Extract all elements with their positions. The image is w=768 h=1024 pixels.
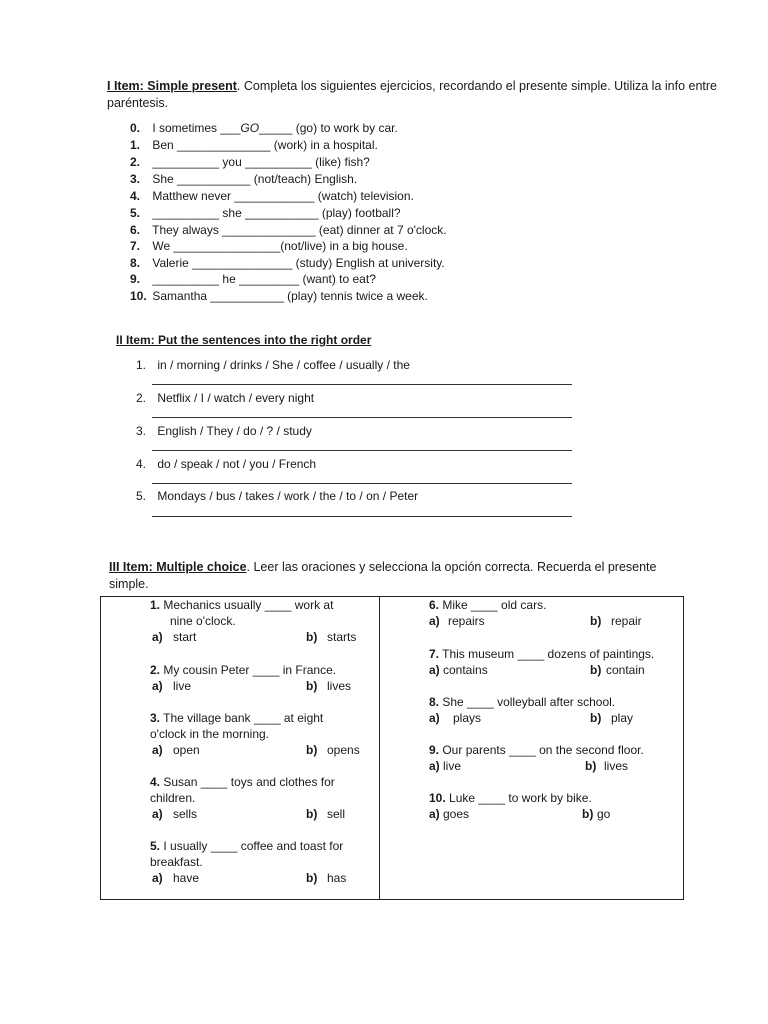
option-a[interactable] xyxy=(152,679,191,693)
list-item xyxy=(130,155,370,169)
option-label: a) xyxy=(429,663,440,677)
item-number: 9. xyxy=(130,272,141,286)
question-line: The village bank ____ at eight xyxy=(160,711,324,725)
section3-intro xyxy=(109,560,656,574)
option-b[interactable] xyxy=(306,679,351,693)
list-item xyxy=(130,272,376,286)
list-item xyxy=(130,256,445,270)
section1-intro xyxy=(107,79,717,93)
option-b[interactable] xyxy=(306,807,345,821)
item-number: 10. xyxy=(130,289,147,303)
list-item xyxy=(130,206,401,220)
list-item xyxy=(130,172,357,186)
question-text-line2: o'clock in the morning. xyxy=(150,727,270,741)
item-number: 3. xyxy=(136,424,147,438)
item-text: Ben ______________ (work) in a hospital. xyxy=(152,138,378,152)
option-text: goes xyxy=(443,807,470,821)
option-b[interactable] xyxy=(306,630,356,644)
option-label: b) xyxy=(306,743,318,757)
question-number: 9. xyxy=(429,743,440,757)
answer-line xyxy=(152,417,572,418)
question-line: Mechanics usually ____ work at xyxy=(160,598,334,612)
question-text xyxy=(429,695,615,709)
item-number: 2. xyxy=(130,155,141,169)
option-a[interactable] xyxy=(152,630,196,644)
table-divider xyxy=(379,596,380,900)
item-text: She ___________ (not/teach) English. xyxy=(152,172,358,186)
question-text xyxy=(150,711,323,725)
option-a[interactable] xyxy=(429,759,461,773)
option-text: plays xyxy=(453,711,482,725)
list-item xyxy=(130,121,398,135)
option-label: a) xyxy=(152,871,163,885)
section3-intro-text: . Leer las oraciones y selecciona la opción correcta. Recuerda el presente xyxy=(246,560,657,574)
item-number: 7. xyxy=(130,239,141,253)
question-number: 5. xyxy=(150,839,161,853)
option-a[interactable] xyxy=(152,807,197,821)
option-text: sell xyxy=(327,807,346,821)
item-number: 1. xyxy=(130,138,141,152)
option-text: repairs xyxy=(448,614,485,628)
option-a[interactable] xyxy=(429,807,469,821)
item-text: Matthew never ____________ (watch) television. xyxy=(152,189,414,203)
option-text: sells xyxy=(173,807,198,821)
question-text xyxy=(429,598,546,612)
option-label: b) xyxy=(585,759,597,773)
question-number: 7. xyxy=(429,647,440,661)
option-label: b) xyxy=(306,807,318,821)
option-label: a) xyxy=(429,807,440,821)
option-label: b) xyxy=(590,711,602,725)
item-number: 6. xyxy=(130,223,141,237)
option-label: b) xyxy=(306,679,318,693)
question-text xyxy=(429,647,654,661)
question-text-line2: breakfast. xyxy=(150,855,203,869)
option-a[interactable] xyxy=(429,614,485,628)
question-text xyxy=(429,743,644,757)
question-line: Luke ____ to work by bike. xyxy=(445,791,592,805)
list-item xyxy=(136,358,410,372)
question-number: 6. xyxy=(429,598,440,612)
option-b[interactable] xyxy=(585,759,628,773)
question-text-line2: children. xyxy=(150,791,196,805)
option-label: b) xyxy=(306,630,318,644)
item-text: __________ he _________ (want) to eat? xyxy=(152,272,376,286)
option-a[interactable] xyxy=(429,663,488,677)
question-line: Our parents ____ on the second floor. xyxy=(439,743,644,757)
question-line: Susan ____ toys and clothes for xyxy=(160,775,335,789)
item-number: 4. xyxy=(130,189,141,203)
item-text: do / speak / not / you / French xyxy=(157,457,317,471)
question-text xyxy=(150,598,333,612)
option-b[interactable] xyxy=(590,711,633,725)
option-label: b) xyxy=(306,871,318,885)
list-item xyxy=(130,289,428,303)
question-line: Mike ____ old cars. xyxy=(439,598,547,612)
question-text xyxy=(150,839,343,853)
item-number: 8. xyxy=(130,256,141,270)
option-text: start xyxy=(173,630,197,644)
question-line: I usually ____ coffee and toast for xyxy=(160,839,344,853)
question-number: 3. xyxy=(150,711,161,725)
option-label: a) xyxy=(429,759,440,773)
list-item xyxy=(130,239,408,253)
list-item xyxy=(136,391,314,405)
option-a[interactable] xyxy=(152,743,200,757)
option-a[interactable] xyxy=(429,711,481,725)
option-text: have xyxy=(173,871,200,885)
question-text xyxy=(150,663,336,677)
question-number: 2. xyxy=(150,663,161,677)
option-a[interactable] xyxy=(152,871,199,885)
item-text: __________ she ___________ (play) football? xyxy=(152,206,401,220)
item-text: __________ you __________ (like) fish? xyxy=(152,155,370,169)
item-text: Mondays / bus / takes / work / the / to / on / Peter xyxy=(157,489,419,503)
list-item xyxy=(136,457,316,471)
option-text: lives xyxy=(604,759,629,773)
item-number: 2. xyxy=(136,391,147,405)
question-line: She ____ volleyball after school. xyxy=(439,695,616,709)
option-b[interactable] xyxy=(306,743,360,757)
option-label: a) xyxy=(152,630,163,644)
answer-line xyxy=(152,516,572,517)
item-text: They always ______________ (eat) dinner at 7 o'clock. xyxy=(152,223,447,237)
answer-line xyxy=(152,450,572,451)
item-text: We ________________(not/live) in a big house. xyxy=(152,239,408,253)
item-number: 0. xyxy=(130,121,141,135)
list-item xyxy=(136,489,418,503)
option-text: play xyxy=(611,711,634,725)
question-text xyxy=(150,775,335,789)
item-text: English / They / do / ? / study xyxy=(157,424,312,438)
item-number: 1. xyxy=(136,358,147,372)
item-text-after: _____ (go) to work by car. xyxy=(259,121,398,135)
option-text: open xyxy=(173,743,200,757)
option-text: has xyxy=(327,871,347,885)
item-number: 5. xyxy=(136,489,147,503)
answer-line xyxy=(152,384,572,385)
question-line: This museum ____ dozens of paintings. xyxy=(439,647,655,661)
question-number: 1. xyxy=(150,598,161,612)
section2-heading: II Item: Put the sentences into the right order xyxy=(116,333,372,347)
option-label: a) xyxy=(152,743,163,757)
question-line: My cousin Peter ____ in France. xyxy=(160,663,337,677)
option-label: b) xyxy=(590,614,602,628)
section1-heading: I Item: Simple present xyxy=(107,79,237,93)
option-text: starts xyxy=(327,630,357,644)
list-item xyxy=(130,138,378,152)
question-text xyxy=(429,791,592,805)
question-number: 8. xyxy=(429,695,440,709)
option-text: live xyxy=(443,759,462,773)
item-text: Samantha ___________ (play) tennis twice a week. xyxy=(152,289,428,303)
option-text: go xyxy=(597,807,611,821)
option-text: lives xyxy=(327,679,352,693)
option-b[interactable] xyxy=(590,614,642,628)
example-answer: GO xyxy=(240,121,260,135)
question-number: 10. xyxy=(429,791,446,805)
item-text: Netflix / I / watch / every night xyxy=(157,391,315,405)
option-text: live xyxy=(173,679,192,693)
item-text: I sometimes ___ xyxy=(152,121,241,135)
question-number: 4. xyxy=(150,775,161,789)
option-text: repair xyxy=(611,614,642,628)
option-label: a) xyxy=(429,614,440,628)
item-number: 5. xyxy=(130,206,141,220)
list-item xyxy=(130,223,447,237)
item-number: 4. xyxy=(136,457,147,471)
section3-heading: III Item: Multiple choice xyxy=(109,560,247,574)
list-item xyxy=(130,189,414,203)
option-label: a) xyxy=(152,679,163,693)
section3-intro-line2: simple. xyxy=(109,577,149,591)
item-number: 3. xyxy=(130,172,141,186)
option-label: b) xyxy=(582,807,594,821)
option-text: opens xyxy=(327,743,360,757)
section1-intro-text: . Completa los siguientes ejercicios, recordando el presente simple. Utiliza la info entre xyxy=(236,79,718,93)
section1-intro-line2: paréntesis. xyxy=(107,96,169,110)
option-label: a) xyxy=(152,807,163,821)
question-text-line2: nine o'clock. xyxy=(170,614,236,628)
option-text: contains xyxy=(443,663,488,677)
option-b[interactable] xyxy=(306,871,346,885)
option-b[interactable] xyxy=(582,807,610,821)
option-label: b) xyxy=(590,663,602,677)
option-label: a) xyxy=(429,711,440,725)
option-text: contain xyxy=(606,663,645,677)
option-b[interactable] xyxy=(590,663,645,677)
answer-line xyxy=(152,483,572,484)
item-text: Valerie _______________ (study) English at university. xyxy=(152,256,445,270)
list-item xyxy=(136,424,312,438)
item-text: in / morning / drinks / She / coffee / usually / the xyxy=(157,358,410,372)
